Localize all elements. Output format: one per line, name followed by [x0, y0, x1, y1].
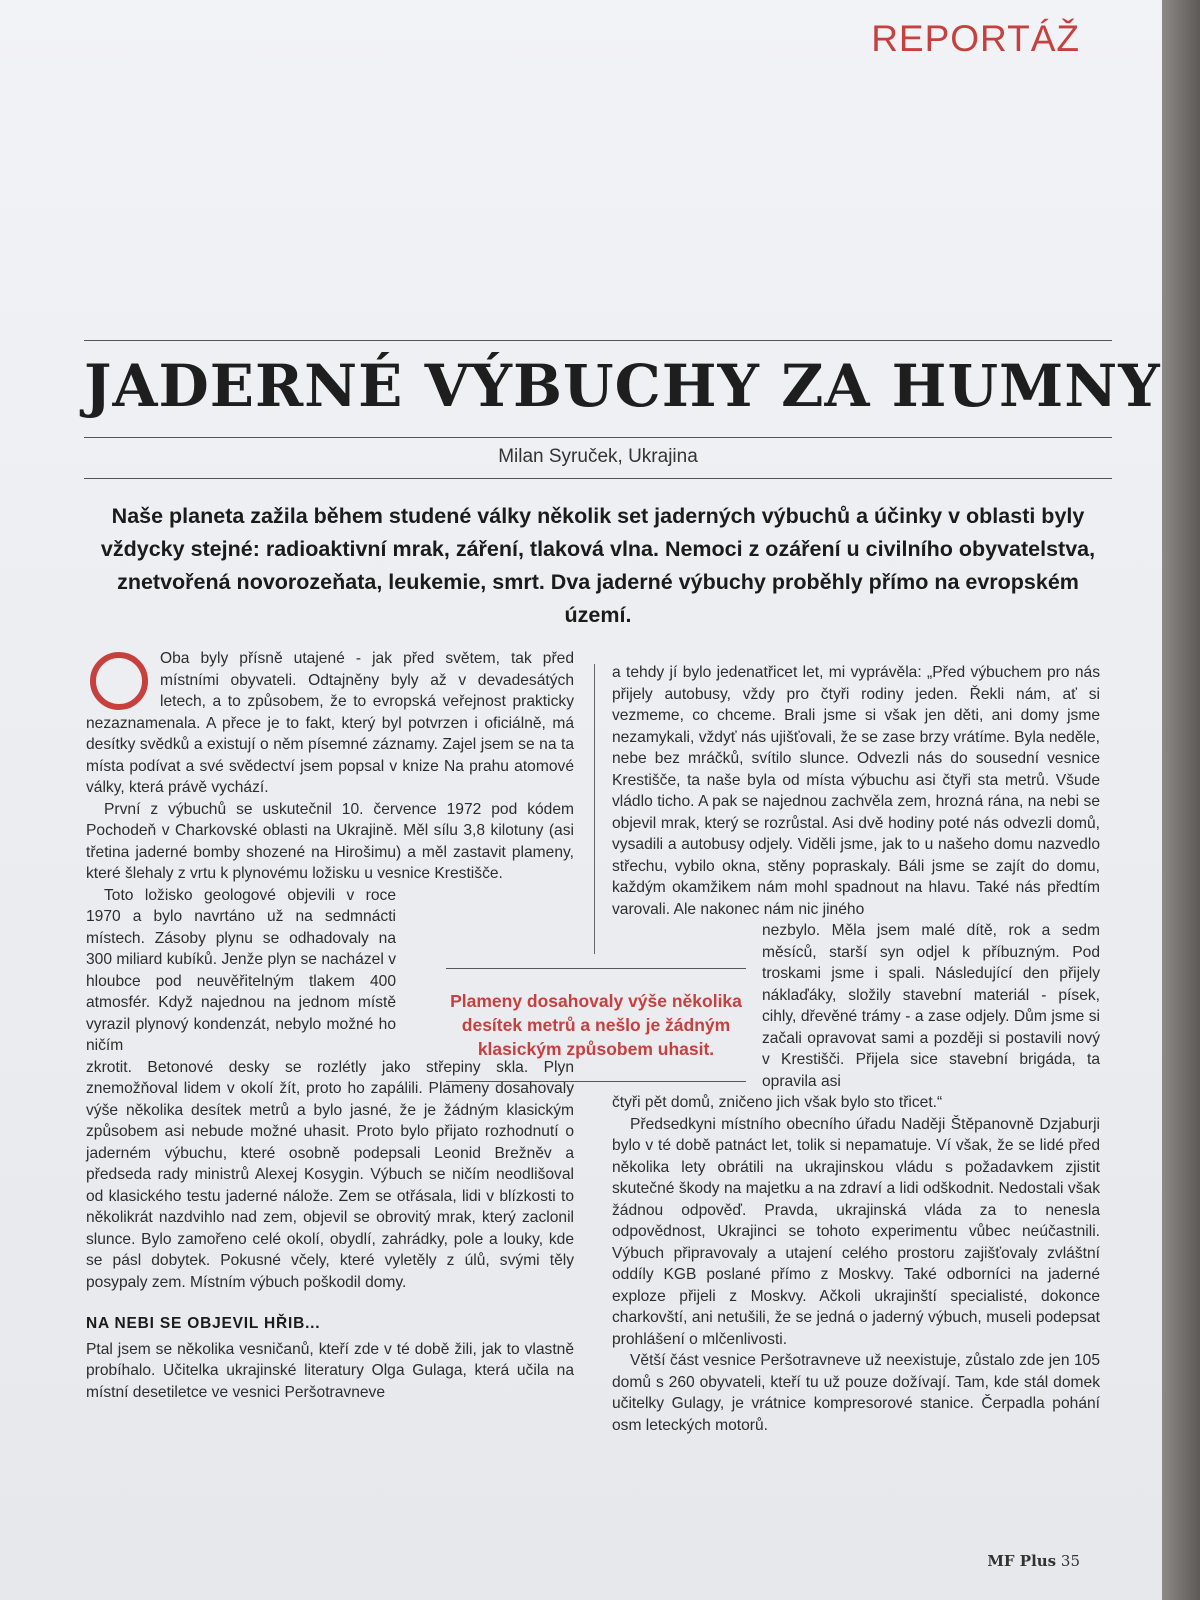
- byline: Milan Syruček, Ukrajina: [498, 446, 698, 467]
- paragraph-gas-deposit-continued: zkrotit. Betonové desky se rozlétly jako střepiny skla. Plyn znemožňoval lidem v okolí žít, proto ho zapálili. Plameny dosahovaly výše několika desítek metrů a bylo jasné, že je žádným klasickým způsobem asi nebude možné uhasit. Proto bylo přijato rozhodnutí o jaderném výbuchu, které osobně podepsali Leonid Brežněv a předseda rady ministrů Alexej Kosygin. Výbuch se ničím neodlišoval od klasického testu jaderné nálože. Zem se otřásala, lidi v blízkosti to několikrát nazdvihlo nad zem, objevil se obrovitý mrak, který zaclonil slunce. Bylo zamořeno celé okolí, obydlí, zahrádky, pole a louky, kde se pásl dobytek. Pokusné včely, které vyletěly z úlů, svými těly posypaly zem. Místním výbuch poškodil domy.: [86, 1058, 574, 1291]
- magazine-brand: MF Plus: [987, 1552, 1057, 1570]
- paragraph-villagers: Ptal jsem se několika vesničanů, kteří zde v té době žili, jak to vlastně probíhalo. Učitelka ukrajinské literatury Olga Gulaga, která učila na místní desetiletce ve vesnici Peršotravneve: [86, 1340, 574, 1401]
- lead-paragraph: Naše planeta zažila během studené války několik set jaderných výbuchů a účinky v oblasti byly vždycky stejné: radioaktivní mrak, záření, tlaková vlna. Nemoci z ozáření u civilního obyvatelstva, znetvořená novorozeňata, leukemie, smrt. Dva jaderné výbuchy proběhly přímo na evropském území.: [100, 504, 1096, 627]
- subheading: NA NEBI SE OBJEVIL HŘIB...: [86, 1315, 321, 1332]
- paragraph-official: Předsedkyni místního obecního úřadu Naději Štěpanovně Dzjaburji bylo v té době patnáct let, tolik si nepamatuje. Ví však, že se lidé před několika lety obrátili na ukrajinskou vládu s požadavkem zjistit skutečné škody na majetku a na zdraví a lidi odškodnit. Nedostali však žádnou odpověď. Pravda, ukrajinská vláda za to nenesla odpovědnost, Ukrajinci se tohoto experimentu vůbec neúčastnili. Výbuch připravovaly a utajení celého prostoru zajišťovaly zvláštní oddíly KGB poslané přímo z Moskvy. Také odborníci na jaderné exploze přijeli z Moskvy. Ačkoli ukrajinští specialisté, dokonce charkovští, ani netušili, že se jedná o jaderný výbuch, museli podepsat prohlášení o mlčenlivosti.: [612, 1115, 1100, 1348]
- column-divider: [594, 664, 595, 954]
- paragraph-testimony-wrapped: nezbylo. Měla jsem malé dítě, rok a sedm měsíců, starší syn odjel k příbuzným. Pod troskami jsme i spali. Následující den přijely náklaďáky, složily stavební materiál - písek, cihly, dřevěné trámy - a zase odjely. Dům jsme si začali opravovat sami a později si postavili nový v Krestišči. Přijela sice stavební brigáda, ta opravila asi: [762, 922, 1100, 1090]
- intro-paragraph: [86, 648, 574, 799]
- byline-bottom-rule: [84, 478, 1112, 479]
- intro-text: Oba byly přísně utajené - jak před světem, tak před místními obyvateli. Odtajněny byly až v devadesátých letech, a to způsobem, že to evropská veřejnost prakticky nezaznamenala. A přece je to fakt, který byl potvrzen i oficiálně, má desítky svědků a existují o něm písemné záznamy. Zajel jsem se na ta místa podívat a své svědectví jsem popsal v knize Na prahu atomové války, která právě vychází.: [86, 650, 574, 796]
- headline-top-rule: [84, 340, 1112, 341]
- page-footer: [987, 1552, 1080, 1570]
- paragraph-gas-deposit: Toto ložisko geologové objevili v roce 1970 a bylo navrtáno už na sedmnácti místech. Zásoby plynu se odhadovaly na 300 miliard kubíků. Jenže plyn se nacházel v hloubce pod neuvěřitelným tlakem 400 atmosfér. Když najednou na jednom místě vyrazil plynový kondenzát, nebylo možné ho ničím: [86, 886, 396, 1054]
- binding-edge: [1162, 0, 1200, 1600]
- page-number: 35: [1060, 1552, 1080, 1570]
- paragraph-first-explosion: První z výbuchů se uskutečnil 10. července 1972 pod kódem Pochodeň v Charkovské oblasti na Ukrajině. Měl sílu 3,8 kilotuny (asi třetina jaderné bomby shozené na Hirošimu) a měl zastavit plameny, které šlehaly z vrtu k plynovému ložisku u vesnice Krestišče.: [86, 800, 574, 882]
- drop-cap-o: [90, 652, 148, 710]
- headline: JADERNÉ VÝBUCHY ZA HUMNY: [84, 352, 1161, 420]
- pull-quote: Plameny dosahovaly výše několika desítek metrů a nešlo je žádným klasickým způsobem uhasit.: [446, 968, 746, 1082]
- paragraph-testimony-end: čtyři pět domů, zničeno jich však bylo sto třicet.“: [612, 1094, 943, 1111]
- section-tag: REPORTÁŽ: [871, 18, 1080, 59]
- headline-bottom-rule: [84, 437, 1112, 438]
- paragraph-testimony: a tehdy jí bylo jedenatřicet let, mi vyprávěla: „Před výbuchem pro nás přijely autobusy, vždy pro čtyři rodiny jeden. Řekli nám, ať si vezmeme, co chceme. Brali jsme si však jen děti, ani domy jsme nezamykali, vždyť nás ujišťovali, že se zase brzy vrátíme. Byla neděle, nebe bez mráčků, svítilo slunce. Odvezli nás do sousední vesnice Krestišče, ta naše byla od místa výbuchu asi čtyři sta metrů. Všude vládlo ticho. A pak se najednou zachvěla zem, hrozná rána, na nebi se objevil mrak, který se rozrůstal. Asi dvě hodiny poté nás odvezli domů, vysadili a autobusy odjely. Viděli jsme, jak to u našeho domu nazvedlo střechu, vybilo okna, stěny popraskaly. Báli jsme se zajít do domu, každým okamžikem nám mohl spadnout na hlavu. Také nás předtím varovali. Ale nakonec nám nic jiného: [612, 664, 1100, 918]
- paragraph-village-today: Větší část vesnice Peršotravneve už neexistuje, zůstalo zde jen 105 domů s 260 obyvateli, kteří tu už pouze dožívají. Tam, kde stál domek učitelky Gulagy, je vrátnice kompresorové stanice. Čerpadla pohání osm leteckých motorů.: [612, 1352, 1100, 1434]
